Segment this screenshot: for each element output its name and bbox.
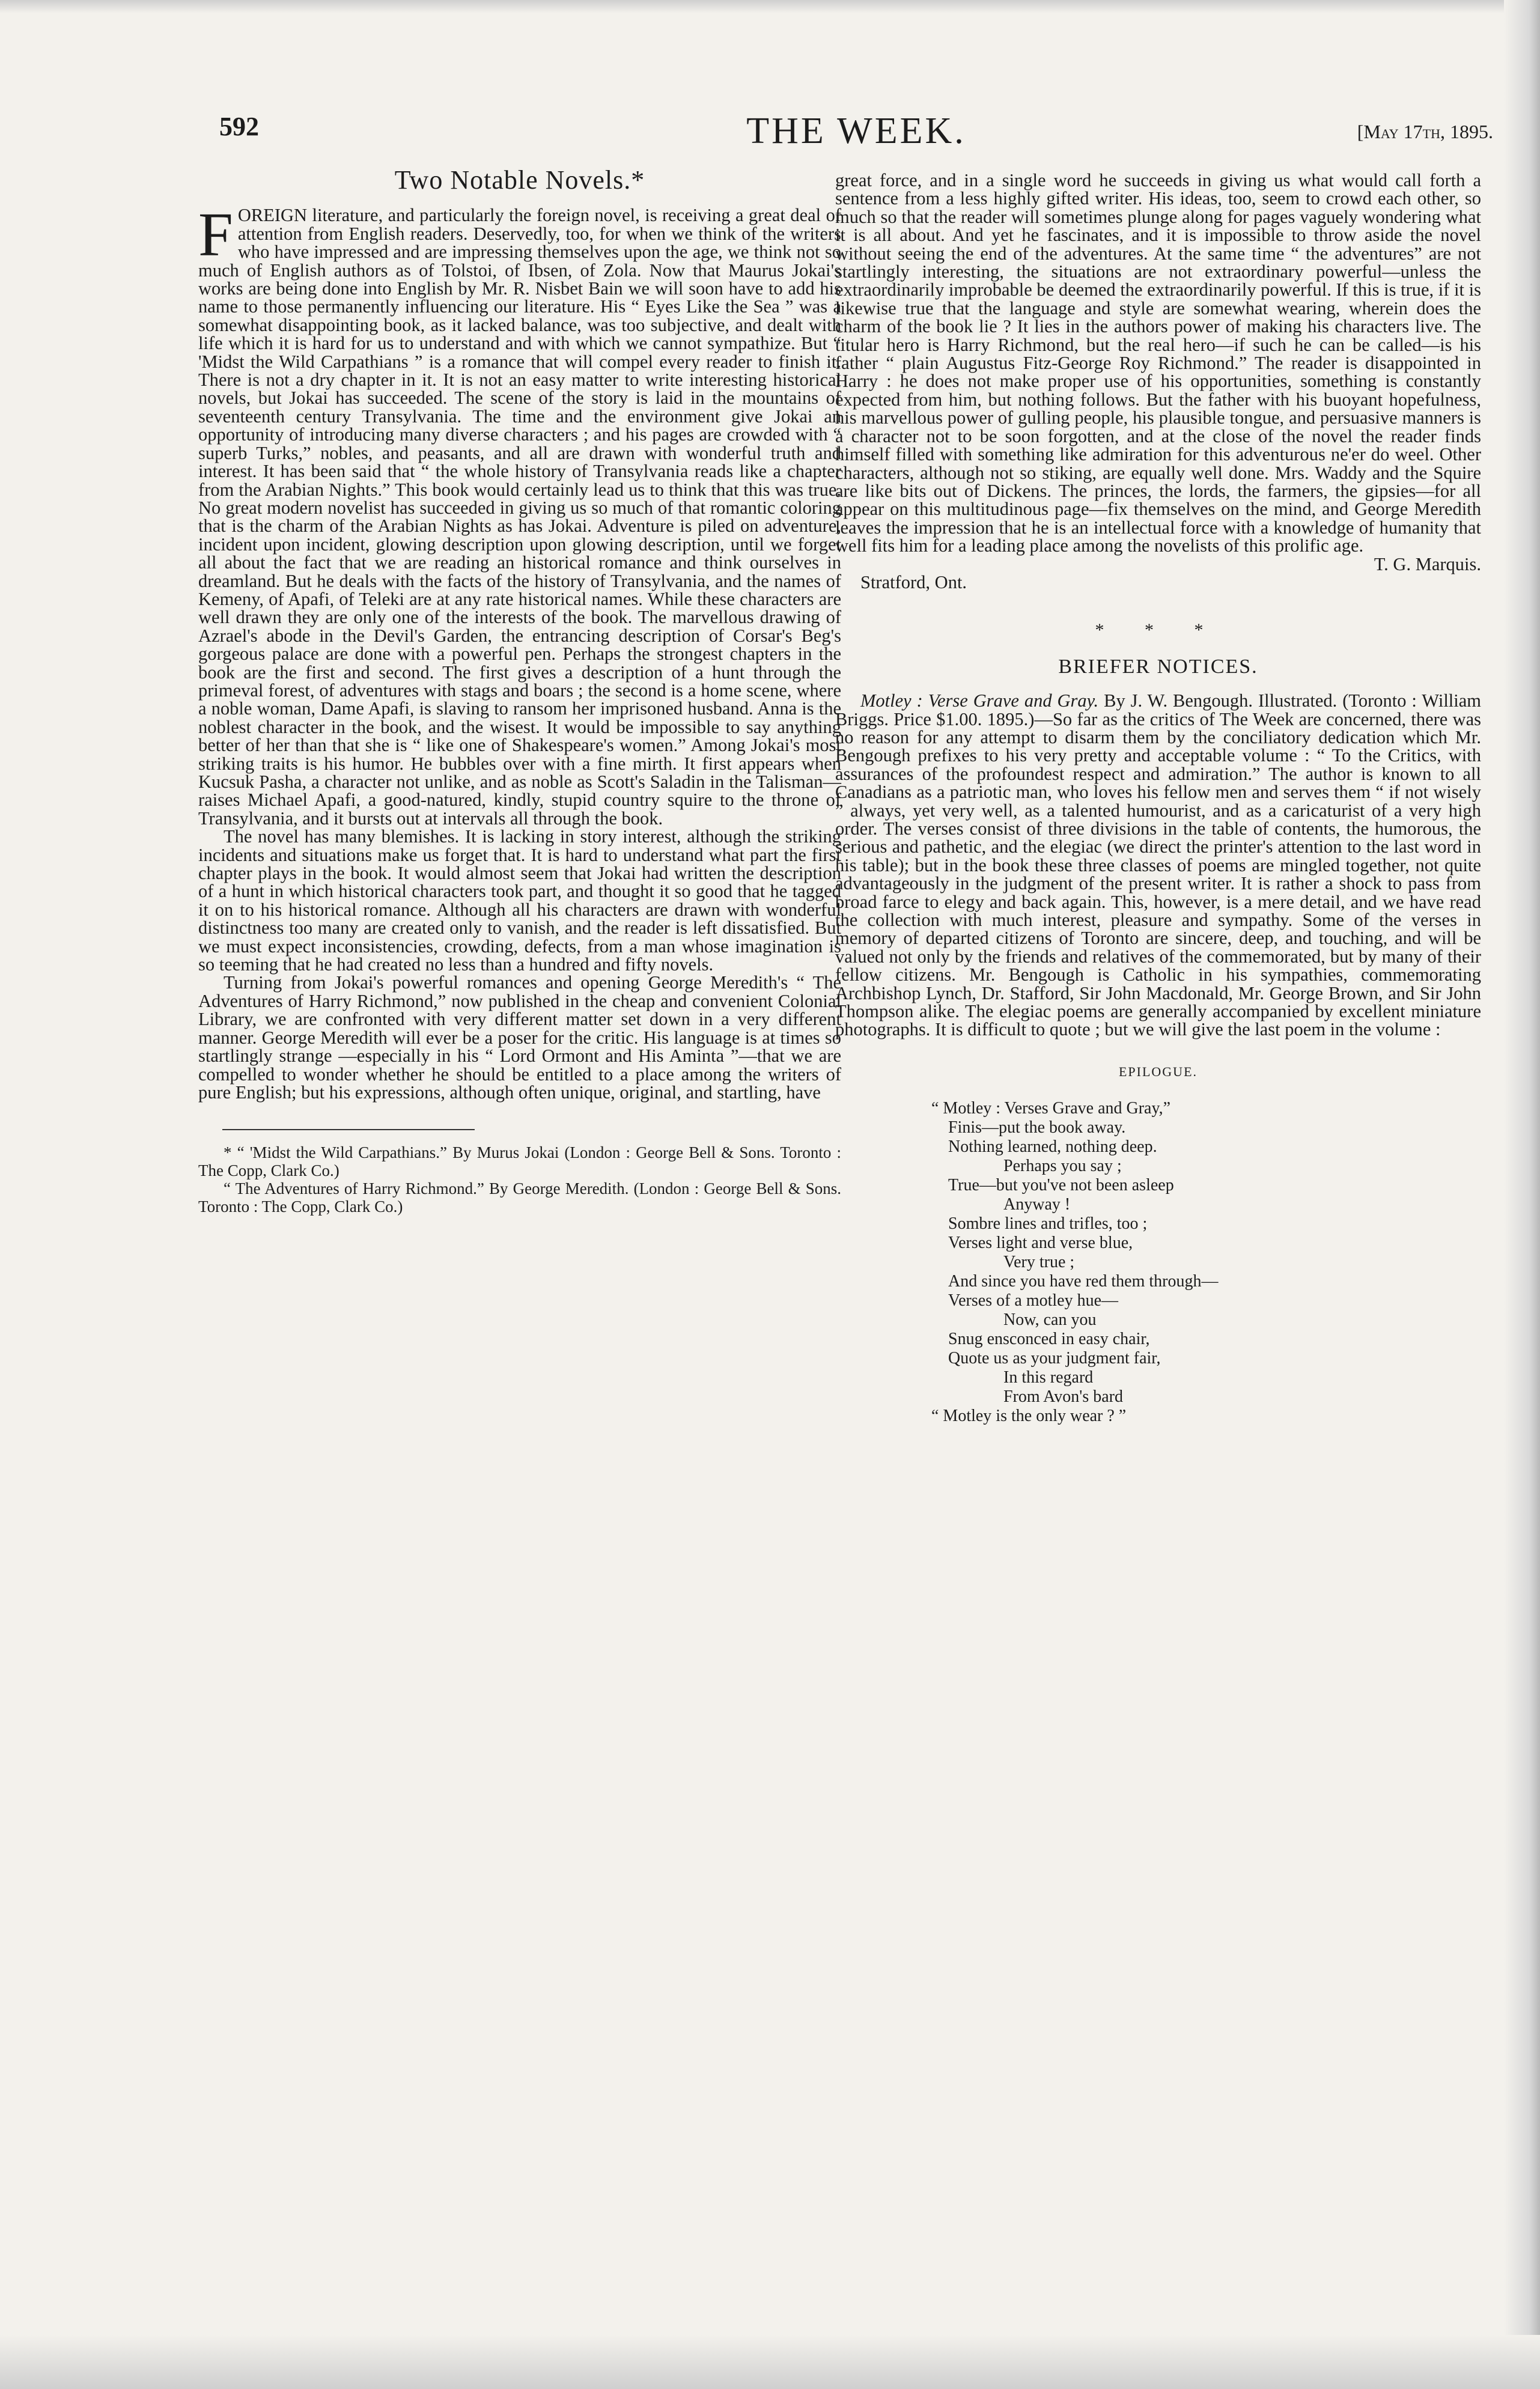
poem-line: Anyway !: [1003, 1195, 1071, 1214]
review-paragraph: FOREIGN literature, and particularly the foreign novel, is receiving a great deal of attention from English readers. Deservedly, too, for when we think of the writers who have impressed and are impressing themselves upon the age, we think not so much of English authors as of Tolstoi, of Ibsen, of Zola. Now that Maurus Jokai's works are being done into English by Mr. R. Nisbet Bain we will soon have to add his name to those permanently influencing our literature. His “ Eyes Like the Sea ” was a somewhat disappointing book, as it lacked balance, was too subjective, and dealt with life which it is hard for us to understand and with which we cannot sympathize. But “ 'Midst the Wild Carpathians ” is a romance that will compel every reader to finish it. There is not a dry chapter in it. It is not an easy matter to write interesting historical novels, but Jokai has succeeded. The scene of the story is laid in the mountains of seventeenth century Transylvania. The time and the environment give Jokai an opportunity of introducing many diverse characters ; and his pages are crowded with “ superb Turks,” nobles, and peasants, and all are drawn with wonderful truth and interest. It has been said that “ the whole history of Transylvania reads like a chapter from the Arabian Nights.” This book would certainly lead us to think that this was true. No great modern novelist has succeeded in giving us so much of that romantic coloring that is the charm of the Arabian Nights as has Jokai. Adventure is piled on adventure, incident upon incident, glowing description upon glowing description, until we forget all about the fact that we are reading an historical romance and think ourselves in dreamland. But he deals with the facts of the history of Transylvania, and the names of Kemeny, of Apafi, of Teleki are at any rate historical names. While these characters are well drawn they are only one of the interests of the book. The marvellous drawing of Azrael's abode in the Devil's Garden, the entrancing description of Corsar's Beg's gorgeous palace are done with a powerful pen. Perhaps the strongest chapters in the book are the first and second. The first gives a description of a hunt through the primeval forest, of adventures with stags and boars ; the second is a home scene, where a noble woman, Dame Apafi, is slaving to ransom her imprisoned husband. Anna is the noblest character in the book, and the wisest. It would be impossible to say anything better of her than that she is “ like one of Shakespeare's women.” Among Jokai's most striking traits is his humor. He bubbles over with a fine mirth. It first appears when Kucsuk Pasha, a character not unlike, and as noble as Scott's Saladin in the Talisman—raises Michael Apafi, a good-natured, kindly, stupid country squire to the throne of Transylvania, and it bursts out at intervals all through the book.: [198, 200, 841, 829]
section-heading: BRIEFER NOTICES.: [1058, 655, 1258, 678]
poem-line: Snug ensconced in easy chair,: [948, 1330, 1150, 1349]
section-separator: * * *: [1095, 620, 1222, 641]
left-column: [198, 165, 841, 1216]
review-paragraph: Turning from Jokai's powerful romances and opening George Meredith's “ The Adventures of Harry Richmond,” now published in the cheap and convenient Colonial Library, we are confronted with very different matter set down in a very different manner. George Meredith will ever be a poser for the critic. His language is at times so startlingly strange —especially in his “ Lord Ormont and His Aminta ”—that we are compelled to wonder whether he should be entitled to a place among the writers of pure English; but his expressions, although often unique, original, and startling, have: [198, 972, 841, 1103]
poem-line: And since you have red them through—: [948, 1272, 1219, 1291]
review-paragraph: The novel has many blemishes. It is lacking in story interest, although the striking incidents and situations make us forget that. It is hard to understand what part the first chapter plays in the book. It would almost seem that Jokai had written the description of a hunt in which historical characters took part, and thought it so good that he tagged it on to his historical romance. Although all his characters are drawn with wonderful distinctness too many are created only to vanish, and the reader is left dissatisfied. But we must expect inconsistencies, crowding, defects, from a man whose imagination is so teeming that he had created no less than a hundred and fifty novels.: [198, 826, 841, 975]
poem: [931, 1099, 1481, 1426]
poem-title: EPILOGUE.: [1118, 1064, 1198, 1079]
scan-edge-top: [0, 0, 1540, 13]
footnote: * “ 'Midst the Wild Carpathians.” By Murus Jokai (London : George Bell & Sons. Toronto : The Copp, Clark Co.): [198, 1143, 841, 1180]
poem-line: Nothing learned, nothing deep.: [948, 1137, 1157, 1157]
book-title: Motley : Verse Grave and Gray.: [860, 690, 1099, 711]
poem-line: From Avon's bard: [1003, 1387, 1123, 1407]
page-number: 592: [219, 112, 259, 141]
review-paragraph: great force, and in a single word he succeeds in giving us what would call forth a sentence from a less highly gifted writer. His ideas, too, seem to crowd each other, so much so that the reader will sometimes plunge along for pages vaguely wondering what it is all about. And yet he fascinates, and it is impossible to throw aside the novel without seeing the end of the adventures. At the same time “ the adventures” are not startlingly interesting, the situations are not extraordinary powerful—unless the extraordinarily improbable be deemed the extraordinarily powerful. If this is true, if it is likewise true that the language and style are somewhat wearing, wherein does the charm of the book lie ? It lies in the authors power of making his characters live. The titular hero is Harry Richmond, but the real hero—if such he can be called—is his father “ plain Augustus Fitz-George Roy Richmond.” The reader is disappointed in Harry : he does not make proper use of his opportunities, something is constantly expected from him, but nothing follows. But the father with his buoyant hopefulness, his marvellous power of gulling people, his plausible tongue, and persuasive manners is a character not to be soon forgotten, and at the close of the novel the reader finds himself filled with something like admiration for this adventurous ne'er do weel. Other characters, although not so stiking, are equally well done. Mrs. Waddy and the Squire are like bits out of Dickens. The princes, the lords, the farmers, the gipsies—for all appear on this multitudinous page—fix themselves on the mind, and George Meredith leaves the impression that he is an intellectual force with a knowledge of humanity that well fits him for a leading place among the novelists of this prolific age.: [835, 170, 1481, 556]
drop-cap: F: [198, 200, 233, 270]
poem-line: Now, can you: [1003, 1310, 1097, 1330]
poem-line: Quote us as your judgment fair,: [948, 1349, 1161, 1368]
notice-paragraph: Motley : Verse Grave and Gray. By J. W. Bengough. Illustrated. (Toronto : William Briggs. Price $1.00. 1895.)—So far as the critics of The Week are concerned, there was no reason for any attempt to disarm them by the conciliatory dedication which Mr. Bengough prefixes to his very pretty and acceptable volume : “ To the Critics, with assurances of the profoundest respect and admiration.” The author is known to all Canadians as a patriotic man, who loves his fellow men and serves them “ if not wisely ” always, yet very well, as a talented humourist, and as a caricaturist of a very high order. The verses consist of three divisions in the table of contents, the humorous, the serious and pathetic, and the elegiac (we direct the printer's attention to the last word in his table); but in the book these three classes of poems are mingled together, not quite advantageously in the judgment of the present writer. It is rather a shock to pass from broad farce to elegy and back again. This, however, is a mere detail, and we have read the collection with much interest, pleasure and sympathy. Some of the verses in memory of departed citizens of Toronto are sincere, deep, and touching, and will be valued not only by the friends and relatives of the commemorated, but by many of their fellow citizens. Mr. Bengough is Catholic in his sympathies, commemorating Archbishop Lynch, Dr. Stafford, Sir John Macdonald, Mr. George Brown, and Sir John Thompson alike. The elegiac poems are generally accompanied by excellent miniature photographs. It is difficult to quote ; but we will give the last poem in the volume :: [835, 690, 1482, 1040]
scan-edge-bottom: [0, 2335, 1540, 2389]
poem-line: Sombre lines and trifles, too ;: [948, 1214, 1148, 1234]
poem-line: True—but you've not been asleep: [948, 1176, 1174, 1195]
poem-line: Very true ;: [1003, 1253, 1075, 1272]
masthead: THE WEEK.: [746, 111, 966, 151]
footnote-rule: [222, 1129, 475, 1130]
article-title: Two Notable Novels.*: [394, 165, 645, 195]
poem-line: In this regard: [1003, 1368, 1094, 1387]
poem-line: Perhaps you say ;: [1003, 1157, 1122, 1176]
poem-line: “ Motley is the only wear ? ”: [931, 1407, 1127, 1426]
author-place: Stratford, Ont.: [860, 571, 967, 592]
poem-line: Verses light and verse blue,: [948, 1234, 1133, 1253]
right-column: [835, 171, 1481, 1426]
scan-edge-right: [1504, 0, 1540, 2389]
poem-line: “ Motley : Verses Grave and Gray,”: [931, 1099, 1171, 1118]
poem-line: Finis—put the book away.: [948, 1118, 1126, 1137]
page-header: [219, 111, 1493, 153]
author-signature: T. G. Marquis.: [1374, 553, 1481, 574]
poem-line: Verses of a motley hue—: [948, 1291, 1119, 1310]
footnote: “ The Adventures of Harry Richmond.” By George Meredith. (London : George Bell & Sons. Toronto : The Copp, Clark Co.): [198, 1179, 841, 1216]
issue-date: [May 17th, 1895.: [1357, 121, 1493, 142]
